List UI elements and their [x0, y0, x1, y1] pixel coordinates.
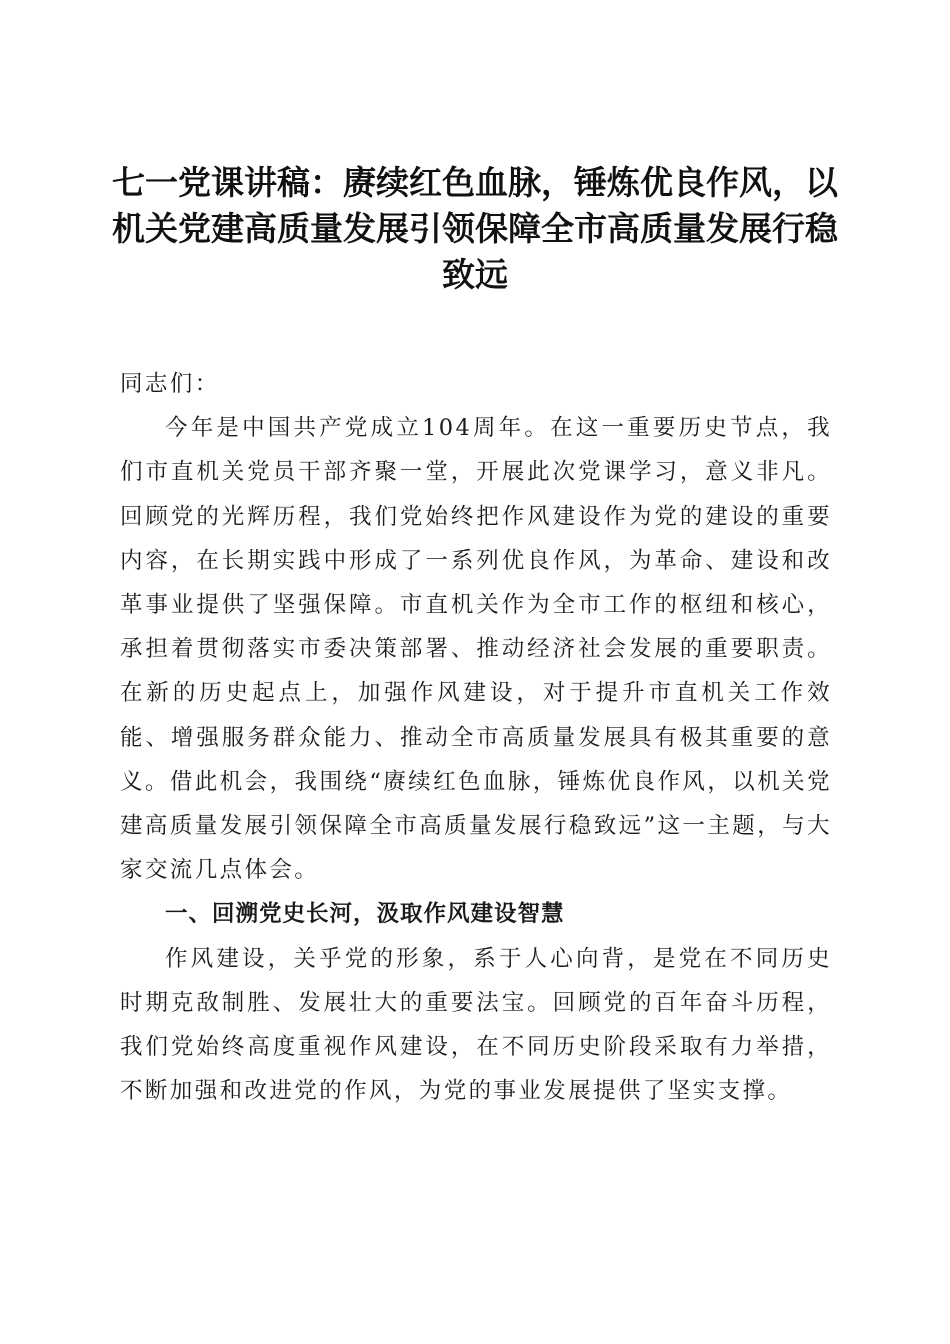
document-title: 七一党课讲稿：赓续红色血脉，锤炼优良作风，以机关党建高质量发展引领保障全市高质量发展行稳致远: [112, 163, 838, 294]
intro-paragraph: 今年是中国共产党成立104周年。在这一重要历史节点，我们市直机关党员干部齐聚一堂，开展此次党课学习，意义非凡。回顾党的光辉历程，我们党始终把作风建设作为党的建设的重要内容，在长期实践中形成了一系列优良作风，为革命、建设和改革事业提供了坚强保障。市直机关作为全市工作的枢纽和核心，承担着贯彻落实市委决策部署、推动经济社会发展的重要职责。在新的历史起点上，加强作风建设，对于提升市直机关工作效能、增强服务群众能力、推动全市高质量发展具有极其重要的意义。借此机会，我围绕“赓续红色血脉，锤炼优良作风，以机关党建高质量发展引领保障全市高质量发展行稳致远”这一主题，与大家交流几点体会。: [120, 415, 832, 884]
section-1-paragraph: 作风建设，关乎党的形象，系于人心向背，是党在不同历史时期克敌制胜、发展壮大的重要法宝。回顾党的百年奋斗历程，我们党始终高度重视作风建设，在不同历史阶段采取有力举措，不断加强和改进党的作风，为党的事业发展提供了坚实支撑。: [120, 945, 832, 1105]
document-body: [120, 362, 832, 1113]
salutation: 同志们：: [120, 371, 220, 397]
section-heading-1: 一、回溯党史长河，汲取作风建设智慧: [165, 901, 565, 928]
